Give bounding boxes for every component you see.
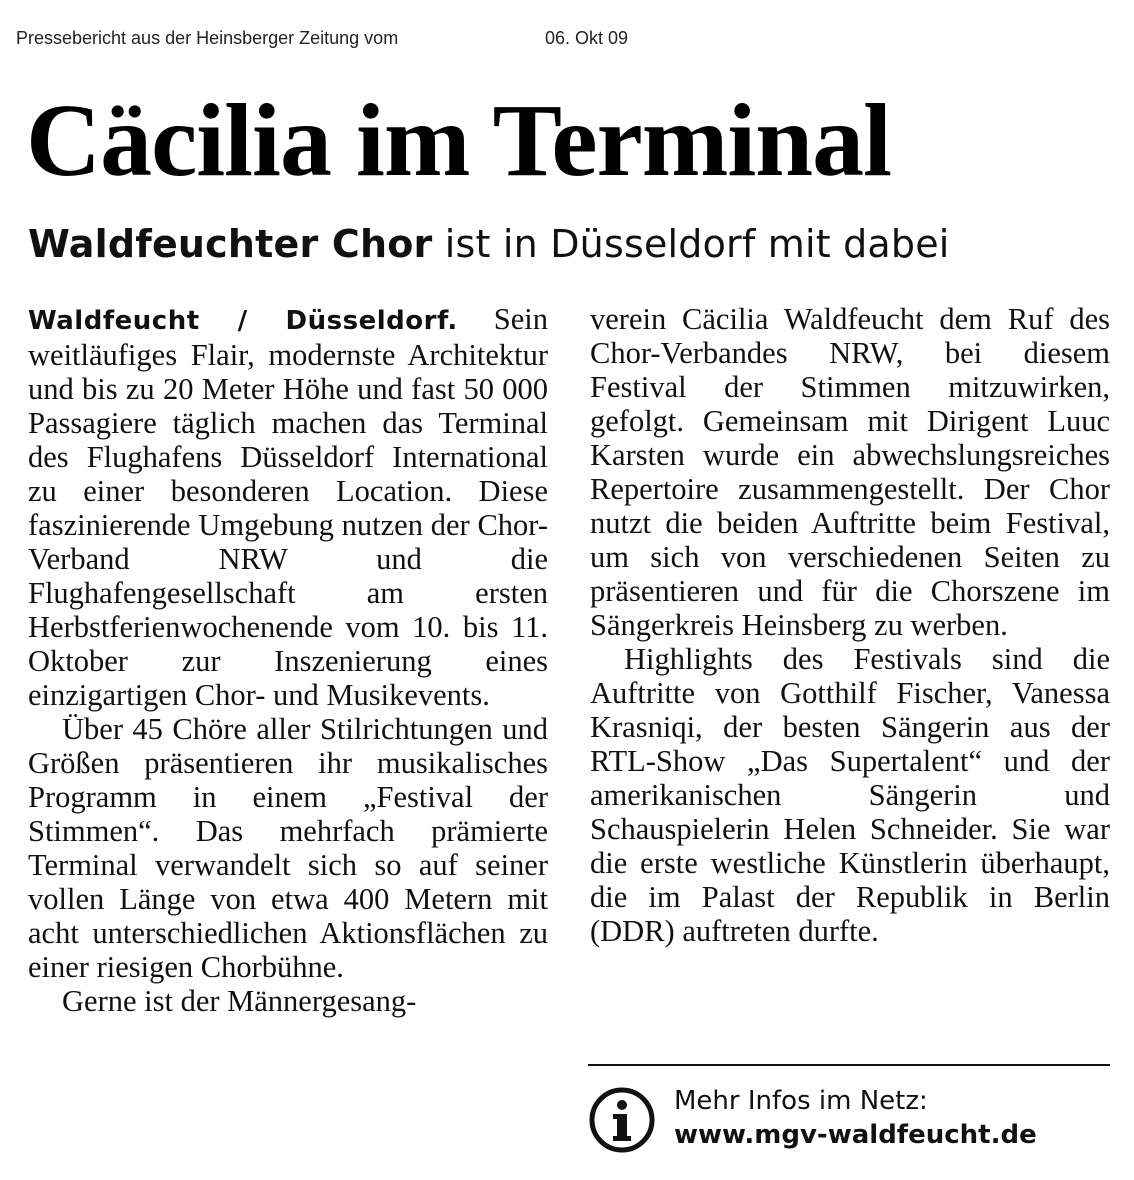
article-paragraph-1	[28, 302, 548, 712]
header-date: 06. Okt 09	[545, 28, 629, 48]
article-dateline: Waldfeucht / Düsseldorf.	[28, 306, 458, 336]
article-paragraph-3: Gerne ist der Männergesang-	[62, 984, 417, 1018]
article-column-left	[28, 302, 548, 1018]
article-paragraph-2: Über 45 Chöre aller Stilrichtungen und Größen präsentieren ihr musikalisches Programm in einem „Festival der Stimmen“. Das mehrfach prämierte Terminal verwandelt sich so auf seiner vollen Länge von etwa 400 Metern mit acht unterschiedlichen Aktionsflächen zu einer riesigen Chorbühne.	[28, 712, 548, 984]
article-subline	[28, 222, 950, 266]
subline-rest: ist in Düsseldorf mit dabei	[432, 222, 950, 266]
paragraph-1-text: Sein weitläufiges Flair, modernste Architektur und bis zu 20 Meter Höhe und fast 50 000 Passagiere täglich machen das Terminal des Flughafens Düsseldorf International zu einer besonderen Location. Diese faszinierende Umgebung nutzen der Chor-Verband NRW und die Flughafengesellschaft am ersten Herbstferienwochenende vom 10. bis 11. Oktober zur Inszenierung eines einzigartigen Chor- und Musikevents.	[28, 302, 548, 712]
subline-bold: Waldfeuchter Chor	[28, 222, 433, 266]
info-label: Mehr Infos im Netz:	[674, 1086, 928, 1116]
info-url-link[interactable]: www.mgv-waldfeucht.de	[674, 1120, 1037, 1150]
info-box	[588, 1084, 1128, 1154]
header-source: Pressebericht aus der Heinsberger Zeitung vom	[16, 28, 399, 48]
article-headline: Cäcilia im Terminal	[26, 83, 891, 198]
article-paragraph-4: Highlights des Festivals sind die Auftritte von Gotthilf Fischer, Vanessa Krasniqi, der besten Sängerin aus der RTL-Show „Das Supertalent“ und der amerikanischen Sängerin und Schauspielerin Helen Schneider. Sie war die erste westliche Künstlerin überhaupt, die im Palast der Republik in Berlin (DDR) auftreten durfte.	[590, 642, 1110, 948]
article-paragraph-3-continued: verein Cäcilia Waldfeucht dem Ruf des Chor-Verbandes NRW, bei diesem Festival der Stimmen mitzuwirken, gefolgt. Gemeinsam mit Dirigent Luuc Karsten wurde ein abwechslungsreiches Repertoire zusammengestellt. Der Chor nutzt die beiden Auftritte beim Festival, um sich von verschiedenen Seiten zu präsentieren und für die Chorszene im Sängerkreis Heinsberg zu werben.	[590, 302, 1110, 642]
info-divider	[588, 1064, 1110, 1066]
info-icon	[588, 1086, 656, 1154]
article-column-right	[590, 302, 1110, 948]
